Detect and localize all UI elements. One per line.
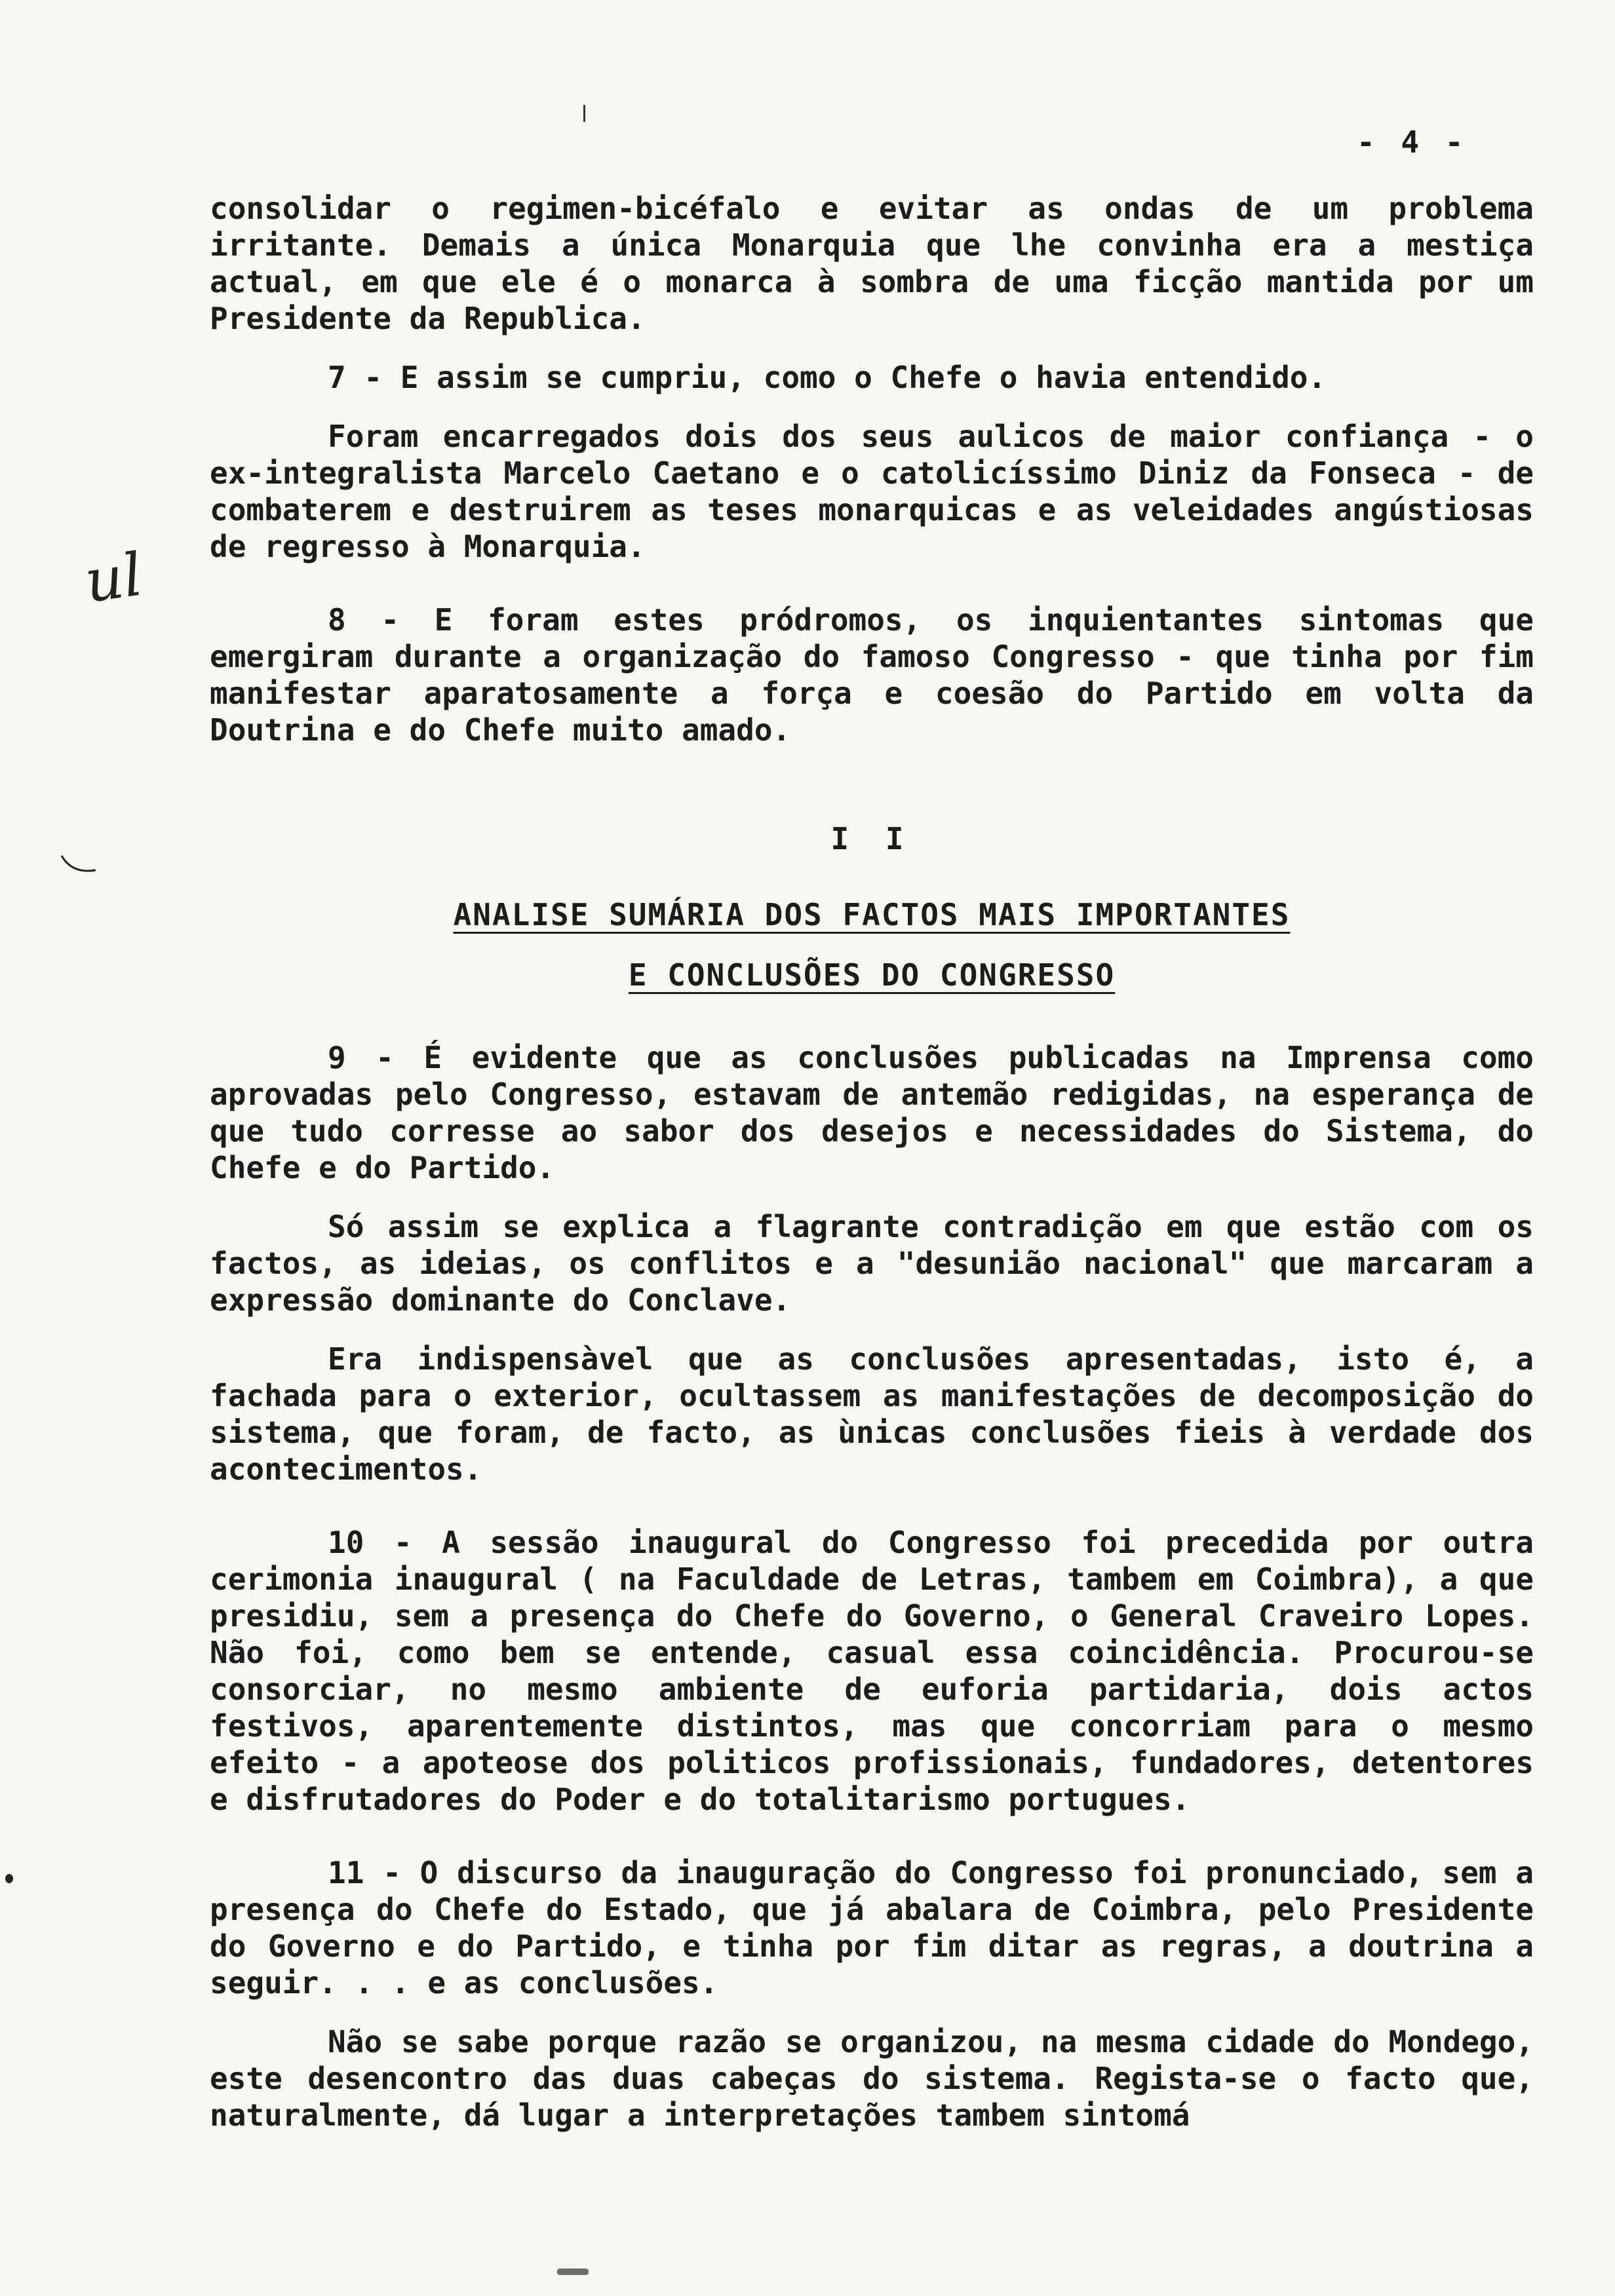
page-number: - 4 -	[1357, 124, 1468, 160]
document-body	[210, 190, 1534, 2156]
ink-tick-mark	[583, 105, 585, 122]
paragraph-8: 8 - E foram estes pródromos, os inquientantes sintomas que emergiram durante a organização do famoso Congresso - que tinha por fim manifestar aparatosamente a força e coesão do Partido em volta da Doutrina e do Chefe muito amado.	[210, 602, 1534, 748]
bottom-ink-smudge	[557, 2268, 589, 2275]
handwritten-margin-mark	[59, 852, 98, 878]
paragraph-11: 11 - O discurso da inauguração do Congresso foi pronunciado, sem a presença do Chefe do Estado, que já abalara de Coimbra, pelo Presidente do Governo e do Partido, e tinha por fim ditar as regras, a doutrina a seguir. . . e as conclusões.	[210, 1855, 1534, 2000]
section-title-line1: ANALISE SUMÁRIA DOS FACTOS MAIS IMPORTANTES	[453, 897, 1291, 932]
paragraph-7-detail: Foram encarregados dois dos seus aulicos de maior confiança - o ex-integralista Marcelo Caetano e o catolicíssimo Diniz da Fonseca - de combaterem e destruirem as teses monarquicas e as veleidades angústiosas de regresso à Monarquia.	[210, 419, 1534, 564]
paragraph-10: 10 - A sessão inaugural do Congresso foi precedida por outra cerimonia inaugural ( na Faculdade de Letras, tambem em Coimbra), a que presidiu, sem a presença do Chefe do Governo, o General Craveiro Lopes. Não foi, como bem se entende, casual essa coincidência. Procurou-se consorciar, no mesmo ambiente de euforia partidaria, dois actos festivos, aparentemente distintos, mas que concorriam para o mesmo efeito - a apoteose dos politicos profissionais, fundadores, detentores e disfrutadores do Poder e do totalitarismo portugues.	[210, 1525, 1534, 1817]
paragraph-9: 9 - É evidente que as conclusões publicadas na Imprensa como aprovadas pelo Congresso, estavam de antemão redigidas, na esperança de que tudo corresse ao sabor dos desejos e necessidades do Sistema, do Chefe e do Partido.	[210, 1040, 1534, 1185]
paragraph-7: 7 - E assim se cumpriu, como o Chefe o havia entendido.	[328, 360, 1327, 395]
margin-ink-dot	[5, 1874, 13, 1883]
paragraph-11-mondego: Não se sabe porque razão se organizou, na mesma cidade do Mondego, este desencontro das duas cabeças do sistema. Regista-se o facto que, naturalmente, dá lugar a interpretações tambem sintomá	[210, 2024, 1534, 2133]
handwritten-margin-initials: ul	[81, 540, 147, 617]
section-number: I I	[830, 821, 913, 856]
paragraph-9-contradiction: Só assim se explica a flagrante contradição em que estão com os factos, as ideias, os conflitos e a "desunião nacional" que marcaram a expressão dominante do Conclave.	[210, 1209, 1534, 1318]
paragraph-9-facade: Era indispensàvel que as conclusões apresentadas, isto é, a fachada para o exterior, ocultassem as manifestações de decomposição do sistema, que foram, de facto, as ùnicas conclusões fieis à verdade dos acontecimentos.	[210, 1341, 1534, 1487]
paragraph-continuation: consolidar o regimen-bicéfalo e evitar as ondas de um problema irritante. Demais a única Monarquia que lhe convinha era a mestiça actual, em que ele é o monarca à sombra de uma ficção mantida por um Presidente da Republica.	[210, 191, 1534, 336]
section-title-line2: E CONCLUSÕES DO CONGRESSO	[628, 957, 1116, 993]
